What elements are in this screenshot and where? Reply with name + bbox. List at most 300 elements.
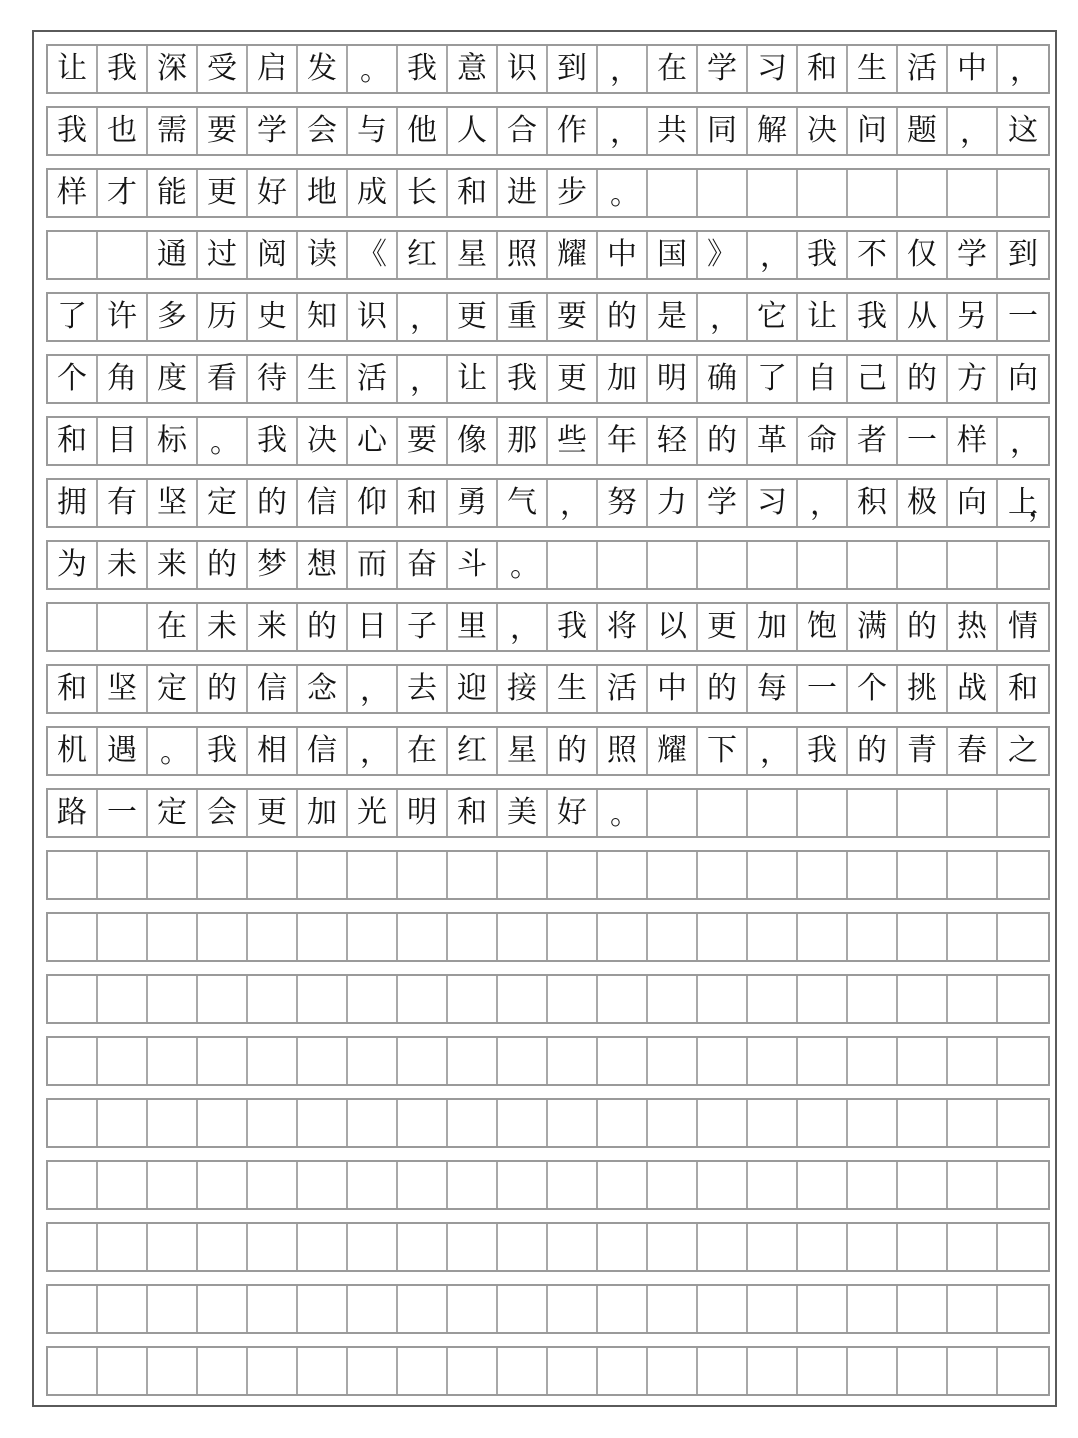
grid-cell [748,1038,798,1084]
grid-cell: 明 [648,356,698,402]
grid-cell: 我 [848,294,898,340]
grid-cell: 和 [398,480,448,526]
grid-cell: 想 [298,542,348,588]
grid-cell [698,790,748,836]
grid-cell: 星 [448,232,498,278]
grid-cell [348,976,398,1022]
grid-cell: 的 [598,294,648,340]
grid-cell: 我 [798,232,848,278]
grid-cell: 合 [498,108,548,154]
grid-cell: 我 [98,46,148,92]
grid-cell [348,1286,398,1332]
grid-row [46,1036,1050,1086]
grid-cell: 我 [798,728,848,774]
grid-cell [848,1224,898,1270]
grid-cell [298,1286,348,1332]
grid-cell: 是 [648,294,698,340]
grid-cell: 来 [148,542,198,588]
grid-cell: 饱 [798,604,848,650]
grid-row [46,416,1050,466]
grid-cell: ， [1010,53,1040,88]
grid-cell [298,1100,348,1146]
grid-cell: 力 [648,480,698,526]
grid-cell [898,1286,948,1332]
grid-cell: 和 [448,170,498,216]
grid-cell [348,852,398,898]
grid-cell: 习 [748,46,798,92]
grid-cell [998,1038,1048,1084]
grid-cell [298,1038,348,1084]
grid-cell: 日 [348,604,398,650]
grid-cell [898,1224,948,1270]
grid-cell: 让 [798,294,848,340]
grid-row [46,292,1050,342]
grid-cell: 多 [148,294,198,340]
grid-cell [98,1224,148,1270]
grid-cell [948,790,998,836]
grid-cell [148,1224,198,1270]
grid-cell: 更 [698,604,748,650]
grid-cell [448,914,498,960]
grid-cell [198,1038,248,1084]
grid-cell [498,914,548,960]
grid-cell: 坚 [98,666,148,712]
grid-row [46,602,1050,652]
grid-cell: 念 [298,666,348,712]
grid-cell [598,542,648,588]
grid-cell [898,1162,948,1208]
grid-cell [648,1224,698,1270]
grid-cell: 另 [948,294,998,340]
grid-cell [748,914,798,960]
grid-cell [548,542,598,588]
grid-cell: 信 [298,728,348,774]
grid-cell [848,170,898,216]
grid-cell [748,1348,798,1394]
grid-cell: ， [748,728,798,774]
grid-cell [698,976,748,1022]
grid-cell [798,170,848,216]
grid-cell [698,1100,748,1146]
grid-cell [898,170,948,216]
grid-cell: 。 [498,542,548,588]
grid-cell: 从 [898,294,948,340]
grid-cell [948,1286,998,1332]
grid-cell [898,976,948,1022]
grid-row [46,1098,1050,1148]
grid-cell: 照 [498,232,548,278]
grid-cell [948,1038,998,1084]
grid-cell: 的 [548,728,598,774]
grid-cell [98,1038,148,1084]
grid-cell [198,852,248,898]
grid-cell [198,1224,248,1270]
grid-cell: 要 [398,418,448,464]
grid-cell [848,1286,898,1332]
grid-cell [748,1286,798,1332]
grid-cell: 向 [1008,361,1038,396]
grid-cell [498,852,548,898]
grid-cell: 了 [48,294,98,340]
grid-cell: 学 [948,232,998,278]
grid-cell: 在 [398,728,448,774]
grid-cell: 通 [148,232,198,278]
grid-cell: 方 [948,356,998,402]
grid-cell [48,914,98,960]
grid-cell: 的 [898,604,948,650]
grid-cell: 和 [1008,671,1038,706]
grid-cell: 生 [298,356,348,402]
grid-cell [398,1162,448,1208]
grid-cell: ， [348,728,398,774]
grid-cell: 成 [348,170,398,216]
grid-cell: 不 [848,232,898,278]
grid-cell: 更 [448,294,498,340]
grid-cell [448,1038,498,1084]
grid-cell [698,1224,748,1270]
grid-cell: 里 [448,604,498,650]
grid-cell [198,1348,248,1394]
grid-cell: 决 [798,108,848,154]
grid-cell: 活 [348,356,398,402]
grid-cell: ， [348,666,398,712]
grid-row [46,540,1050,590]
grid-cell: 意 [448,46,498,92]
grid-cell: 也 [98,108,148,154]
grid-cell: 》 [698,232,748,278]
grid-row [46,788,1050,838]
grid-cell [798,790,848,836]
grid-cell [598,1286,648,1332]
grid-cell: 才 [98,170,148,216]
grid-cell: 需 [148,108,198,154]
grid-cell: ， [498,604,548,650]
grid-cell: 它 [748,294,798,340]
grid-cell: 。 [598,170,648,216]
grid-cell [98,976,148,1022]
grid-cell: 样 [48,170,98,216]
grid-cell [148,1348,198,1394]
grid-cell: 了 [748,356,798,402]
grid-cell: 照 [598,728,648,774]
grid-cell [648,1286,698,1332]
grid-cell [948,1224,998,1270]
grid-cell [498,1162,548,1208]
grid-row [46,1284,1050,1334]
grid-row [46,44,1050,94]
grid-cell: 和 [798,46,848,92]
grid-cell: 的 [198,666,248,712]
grid-cell: 的 [698,418,748,464]
grid-cell [948,1162,998,1208]
grid-cell: ， [548,480,598,526]
essay-grid-sheet [32,30,1057,1407]
grid-cell: 识 [348,294,398,340]
grid-cell: 坚 [148,480,198,526]
grid-cell: 定 [148,790,198,836]
grid-cell: 与 [348,108,398,154]
grid-cell [748,1100,798,1146]
overflow-punctuation: ， [1028,489,1058,524]
grid-cell [448,1286,498,1332]
grid-cell: 星 [498,728,548,774]
grid-cell [898,790,948,836]
grid-cell: 加 [598,356,648,402]
grid-cell: 以 [648,604,698,650]
grid-cell [398,976,448,1022]
grid-row [46,230,1050,280]
grid-cell: ， [748,232,798,278]
grid-cell: 问 [848,108,898,154]
grid-cell: 勇 [448,480,498,526]
grid-cell [998,976,1048,1022]
grid-cell [48,1224,98,1270]
grid-cell: 春 [948,728,998,774]
grid-cell: 上 ， [1008,485,1058,524]
grid-cell [948,976,998,1022]
grid-cell: 一 [1008,299,1038,334]
grid-cell [298,1162,348,1208]
grid-cell: 更 [248,790,298,836]
grid-cell [148,914,198,960]
grid-cell [998,1224,1048,1270]
grid-cell [248,1162,298,1208]
grid-cell: 共 [648,108,698,154]
grid-cell: 我 [248,418,298,464]
grid-cell [848,1100,898,1146]
grid-cell: ， [598,108,648,154]
grid-cell: 我 [48,108,98,154]
grid-cell [798,976,848,1022]
grid-cell [298,976,348,1022]
grid-cell [398,1348,448,1394]
grid-cell: 确 [698,356,748,402]
grid-cell: 和 [48,418,98,464]
grid-cell [398,1100,448,1146]
grid-cell: 的 [848,728,898,774]
grid-cell: ， [1010,425,1040,460]
grid-cell: 年 [598,418,648,464]
grid-cell: 中 [598,232,648,278]
grid-cell: 遇 [98,728,148,774]
grid-cell [898,1038,948,1084]
grid-cell: 学 [698,480,748,526]
grid-cell: 迎 [448,666,498,712]
grid-cell [948,1348,998,1394]
grid-cell: 耀 [648,728,698,774]
grid-cell: 受 [198,46,248,92]
grid-cell [498,1224,548,1270]
grid-cell: 活 [898,46,948,92]
grid-cell: 。 [198,418,248,464]
grid-cell [648,914,698,960]
grid-cell: ， [948,108,998,154]
grid-cell: 定 [198,480,248,526]
grid-cell: 更 [198,170,248,216]
grid-cell [648,1162,698,1208]
grid-cell [648,1348,698,1394]
grid-row [46,850,1050,900]
grid-row [46,1222,1050,1272]
grid-cell: 和 [48,666,98,712]
grid-cell [798,852,848,898]
grid-cell [298,852,348,898]
grid-cell: 的 [898,356,948,402]
grid-cell: 在 [148,604,198,650]
grid-cell: 。 [148,728,198,774]
grid-cell: 样 [948,418,998,464]
grid-cell [598,1224,648,1270]
grid-cell [998,1100,1048,1146]
grid-cell [798,1038,848,1084]
grid-cell: 为 [48,542,98,588]
grid-cell [448,1100,498,1146]
grid-cell [698,914,748,960]
grid-cell [798,1286,848,1332]
grid-cell [198,1100,248,1146]
grid-cell: 耀 [548,232,598,278]
grid-cell: 相 [248,728,298,774]
grid-cell [548,1348,598,1394]
grid-cell [998,1162,1048,1208]
grid-cell: 地 [298,170,348,216]
grid-cell [248,1038,298,1084]
grid-cell [248,976,298,1022]
grid-cell: 美 [498,790,548,836]
grid-cell [98,1162,148,1208]
grid-cell: 我 [548,604,598,650]
grid-cell [198,1286,248,1332]
grid-cell: 生 [848,46,898,92]
grid-cell: 识 [498,46,548,92]
grid-cell [298,914,348,960]
grid-cell [398,1224,448,1270]
grid-cell [748,1224,798,1270]
grid-cell: 气 [498,480,548,526]
grid-cell: 学 [698,46,748,92]
grid-cell: 的 [198,542,248,588]
grid-cell: 好 [548,790,598,836]
grid-cell: ， [798,480,848,526]
grid-cell [848,542,898,588]
grid-cell [598,1348,648,1394]
grid-cell [498,1286,548,1332]
grid-cell [148,976,198,1022]
grid-cell [548,852,598,898]
grid-cell [98,1286,148,1332]
grid-cell [798,542,848,588]
grid-cell: 中 [948,46,998,92]
grid-cell: 这 [1008,113,1038,148]
grid-cell [998,1286,1048,1332]
grid-cell [498,976,548,1022]
grid-cell [998,790,1048,836]
grid-cell: 轻 [648,418,698,464]
grid-cell [248,914,298,960]
grid-cell [698,852,748,898]
grid-cell [598,1100,648,1146]
grid-cell: 加 [748,604,798,650]
grid-cell [48,976,98,1022]
grid-cell [848,1162,898,1208]
grid-cell [398,914,448,960]
grid-cell: 解 [748,108,798,154]
grid-cell [898,1100,948,1146]
grid-cell: 我 [198,728,248,774]
grid-cell: 来 [248,604,298,650]
grid-cell: 深 [148,46,198,92]
grid-cell [198,976,248,1022]
grid-cell: 待 [248,356,298,402]
grid-cell: 人 [448,108,498,154]
grid-cell: 心 [348,418,398,464]
grid-cell [898,542,948,588]
grid-cell [48,604,98,650]
grid-cell [698,1286,748,1332]
grid-cell: 者 [848,418,898,464]
grid-cell: 中 [648,666,698,712]
grid-cell: 角 [98,356,148,402]
grid-cell [948,1100,998,1146]
grid-cell: 步 [548,170,598,216]
grid-cell [198,914,248,960]
grid-cell: 要 [198,108,248,154]
grid-cell [498,1348,548,1394]
grid-cell: ， [398,294,448,340]
grid-cell: 有 [98,480,148,526]
grid-cell: 青 [898,728,948,774]
grid-cell: 红 [398,232,448,278]
grid-cell: 信 [248,666,298,712]
grid-cell: 我 [498,356,548,402]
grid-cell [798,914,848,960]
grid-cell: 在 [648,46,698,92]
grid-cell: 习 [748,480,798,526]
grid-cell [598,914,648,960]
grid-cell [298,1348,348,1394]
grid-cell: 革 [748,418,798,464]
grid-row [46,1160,1050,1210]
grid-cell: 度 [148,356,198,402]
grid-cell [598,976,648,1022]
grid-cell: 到 [1008,237,1038,272]
grid-cell: 的 [248,480,298,526]
grid-cell: 他 [398,108,448,154]
grid-cell [98,852,148,898]
grid-cell [848,1348,898,1394]
grid-cell: 会 [298,108,348,154]
grid-cell: 让 [48,46,98,92]
grid-cell: 加 [298,790,348,836]
grid-cell: 题 [898,108,948,154]
grid-cell: 明 [398,790,448,836]
grid-cell: 未 [198,604,248,650]
grid-cell: 我 [398,46,448,92]
grid-cell [448,1162,498,1208]
grid-cell [198,1162,248,1208]
grid-cell [448,852,498,898]
grid-cell [148,1162,198,1208]
grid-cell: ， [398,356,448,402]
grid-cell [798,1100,848,1146]
grid-row [46,664,1050,714]
grid-cell: 奋 [398,542,448,588]
grid-cell [748,790,798,836]
grid-cell: 要 [548,294,598,340]
grid-cell [748,976,798,1022]
grid-cell: 定 [148,666,198,712]
grid-cell: 长 [398,170,448,216]
